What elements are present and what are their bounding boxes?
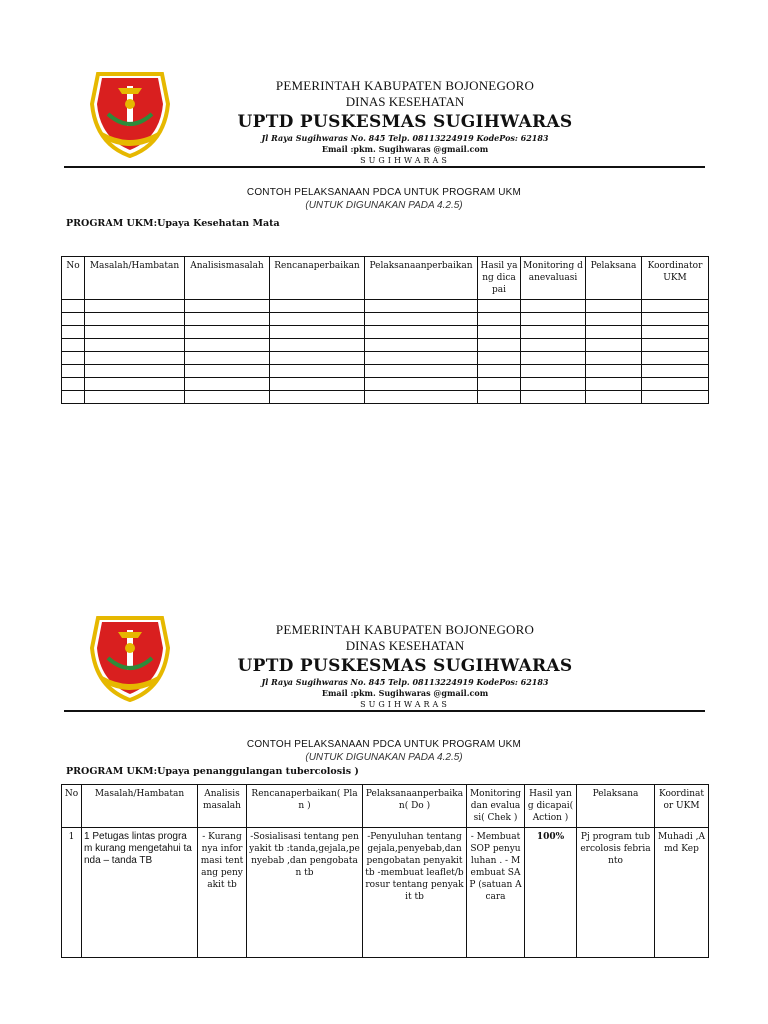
table-header-row xyxy=(62,785,709,828)
email-line: Email :pkm. Sugihwaras @gmail.com xyxy=(321,144,489,154)
document-subtitle: (UNTUK DIGUNAKAN PADA 4.2.5) xyxy=(305,200,463,211)
empty-cell xyxy=(270,378,365,391)
empty-cell xyxy=(62,378,85,391)
header-cell: Hasil yang dicapai( Action ) xyxy=(525,785,577,828)
empty-cell xyxy=(586,313,642,326)
cell-koordinator: Muhadi ,Amd Kep xyxy=(655,828,709,958)
bojonegoro-emblem-logo xyxy=(88,608,172,702)
empty-cell xyxy=(185,352,270,365)
empty-cell xyxy=(365,313,478,326)
empty-cell xyxy=(521,365,586,378)
header-cell: No xyxy=(62,257,85,300)
empty-cell xyxy=(62,352,85,365)
header-cell: Analisis masalah xyxy=(198,785,247,828)
empty-cell xyxy=(185,339,270,352)
cell-hasil: 100% xyxy=(525,828,577,958)
empty-cell xyxy=(642,313,709,326)
address-line: Jl Raya Sugihwaras No. 845 Telp. 08113224919 KodePos: 62183 xyxy=(261,133,549,143)
header-cell: Masalah/Hambatan xyxy=(85,257,185,300)
document-title: CONTOH PELAKSANAAN PDCA UNTUK PROGRAM UKM xyxy=(246,739,522,750)
organization-name: UPTD PUSKESMAS SUGIHWARAS xyxy=(237,112,573,132)
empty-cell xyxy=(85,300,185,313)
empty-cell xyxy=(478,339,521,352)
program-label: PROGRAM UKM:Upaya penanggulangan tubercolosis ) xyxy=(66,766,359,777)
empty-cell xyxy=(521,391,586,404)
empty-cell xyxy=(270,365,365,378)
document-title: CONTOH PELAKSANAAN PDCA UNTUK PROGRAM UKM xyxy=(246,187,522,198)
empty-cell xyxy=(478,391,521,404)
empty-cell xyxy=(270,339,365,352)
empty-cell xyxy=(586,339,642,352)
empty-cell xyxy=(642,391,709,404)
empty-cell xyxy=(642,352,709,365)
department-name: DINAS KESEHATAN xyxy=(345,94,465,109)
cell-pelaksana: Pj program tubercolosis febrianto xyxy=(577,828,655,958)
header-cell: Pelaksanaanperbaikan xyxy=(365,257,478,300)
empty-cell xyxy=(365,378,478,391)
empty-cell xyxy=(270,313,365,326)
empty-cell xyxy=(185,300,270,313)
empty-cell xyxy=(521,326,586,339)
empty-cell xyxy=(586,352,642,365)
letterhead xyxy=(0,60,768,168)
empty-cell xyxy=(62,326,85,339)
organization-name: UPTD PUSKESMAS SUGIHWARAS xyxy=(237,656,573,676)
table-row xyxy=(62,352,709,365)
empty-cell xyxy=(478,300,521,313)
empty-cell xyxy=(85,378,185,391)
cell-pelaksanaan: -Penyuluhan tentang gejala,penyebab,dan pengobatan penyakit tb -membuat leaflet/brosur tentang penyakit tb xyxy=(363,828,467,958)
table-row xyxy=(62,365,709,378)
cell-no: 1 xyxy=(62,828,82,958)
table-row xyxy=(62,378,709,391)
header-cell: Koordinator UKM xyxy=(655,785,709,828)
empty-cell xyxy=(185,365,270,378)
empty-cell xyxy=(478,365,521,378)
empty-cell xyxy=(85,339,185,352)
header-cell: Masalah/Hambatan xyxy=(82,785,198,828)
empty-cell xyxy=(185,326,270,339)
cell-masalah: 1 Petugas lintas program kurang mengetahui tanda – tanda TB xyxy=(82,828,198,958)
pdca-table-tb xyxy=(61,784,709,958)
header-cell: Monitoring dan evaluasi( Chek ) xyxy=(467,785,525,828)
empty-cell xyxy=(365,339,478,352)
header-cell: Hasil yang dicapai xyxy=(478,257,521,300)
empty-cell xyxy=(642,365,709,378)
empty-cell xyxy=(478,326,521,339)
empty-cell xyxy=(586,391,642,404)
village-name: SUGIHWARAS xyxy=(360,156,450,165)
header-cell: Pelaksanaanperbaikan( Do ) xyxy=(363,785,467,828)
pdca-table-empty xyxy=(61,256,709,404)
empty-cell xyxy=(586,378,642,391)
header-cell: Monitoring danevaluasi xyxy=(521,257,586,300)
empty-cell xyxy=(62,339,85,352)
empty-cell xyxy=(586,300,642,313)
government-name: PEMERINTAH KABUPATEN BOJONEGORO xyxy=(275,78,535,93)
empty-cell xyxy=(270,300,365,313)
empty-cell xyxy=(85,365,185,378)
empty-cell xyxy=(270,326,365,339)
empty-cell xyxy=(365,326,478,339)
header-cell: Pelaksana xyxy=(586,257,642,300)
empty-cell xyxy=(586,326,642,339)
empty-cell xyxy=(521,352,586,365)
header-cell: Pelaksana xyxy=(577,785,655,828)
table-row xyxy=(62,339,709,352)
table-row xyxy=(62,300,709,313)
address-line: Jl Raya Sugihwaras No. 845 Telp. 08113224919 KodePos: 62183 xyxy=(261,677,549,687)
empty-cell xyxy=(85,352,185,365)
empty-cell xyxy=(185,313,270,326)
header-cell: Rencanaperbaikan( Plan ) xyxy=(247,785,363,828)
table-row xyxy=(62,326,709,339)
document-section-1 xyxy=(0,60,768,295)
empty-cell xyxy=(478,378,521,391)
department-name: DINAS KESEHATAN xyxy=(345,638,465,653)
cell-monitoring: - Membuat SOP penyuluhan . - Membuat SAP (satuan Acara xyxy=(467,828,525,958)
village-name: SUGIHWARAS xyxy=(360,700,450,709)
empty-cell xyxy=(521,313,586,326)
document-subtitle: (UNTUK DIGUNAKAN PADA 4.2.5) xyxy=(305,752,463,763)
letterhead-divider xyxy=(64,166,705,168)
header-cell: Koordinator UKM xyxy=(642,257,709,300)
cell-rencana: -Sosialisasi tentang penyakit tb :tanda,gejala,penyebab ,dan pengobatan tb xyxy=(247,828,363,958)
header-cell: No xyxy=(62,785,82,828)
empty-cell xyxy=(478,313,521,326)
empty-cell xyxy=(521,300,586,313)
letterhead-divider xyxy=(64,710,705,712)
empty-cell xyxy=(62,365,85,378)
table-row xyxy=(62,313,709,326)
empty-cell xyxy=(586,365,642,378)
document-section-2 xyxy=(0,604,768,902)
empty-cell xyxy=(365,352,478,365)
empty-cell xyxy=(62,313,85,326)
empty-cell xyxy=(85,326,185,339)
empty-cell xyxy=(521,378,586,391)
government-name: PEMERINTAH KABUPATEN BOJONEGORO xyxy=(275,622,535,637)
table-row xyxy=(62,828,709,958)
empty-cell xyxy=(642,326,709,339)
header-cell: Rencanaperbaikan xyxy=(270,257,365,300)
header-cell: Analisismasalah xyxy=(185,257,270,300)
empty-cell xyxy=(62,391,85,404)
email-line: Email :pkm. Sugihwaras @gmail.com xyxy=(321,688,489,698)
empty-cell xyxy=(270,391,365,404)
empty-cell xyxy=(365,391,478,404)
empty-cell xyxy=(521,339,586,352)
cell-analisis: - Kurangnya informasi tentang penyakit tb xyxy=(198,828,247,958)
empty-cell xyxy=(270,352,365,365)
empty-cell xyxy=(85,313,185,326)
letterhead xyxy=(0,604,768,712)
empty-cell xyxy=(365,300,478,313)
bojonegoro-emblem-logo xyxy=(88,64,172,158)
table-header-row xyxy=(62,257,709,300)
empty-cell xyxy=(62,300,85,313)
empty-cell xyxy=(85,391,185,404)
empty-cell xyxy=(365,365,478,378)
empty-cell xyxy=(642,300,709,313)
table-row xyxy=(62,391,709,404)
program-label: PROGRAM UKM:Upaya Kesehatan Mata xyxy=(66,218,280,229)
empty-cell xyxy=(185,391,270,404)
empty-cell xyxy=(642,378,709,391)
empty-cell xyxy=(185,378,270,391)
empty-cell xyxy=(478,352,521,365)
empty-cell xyxy=(642,339,709,352)
